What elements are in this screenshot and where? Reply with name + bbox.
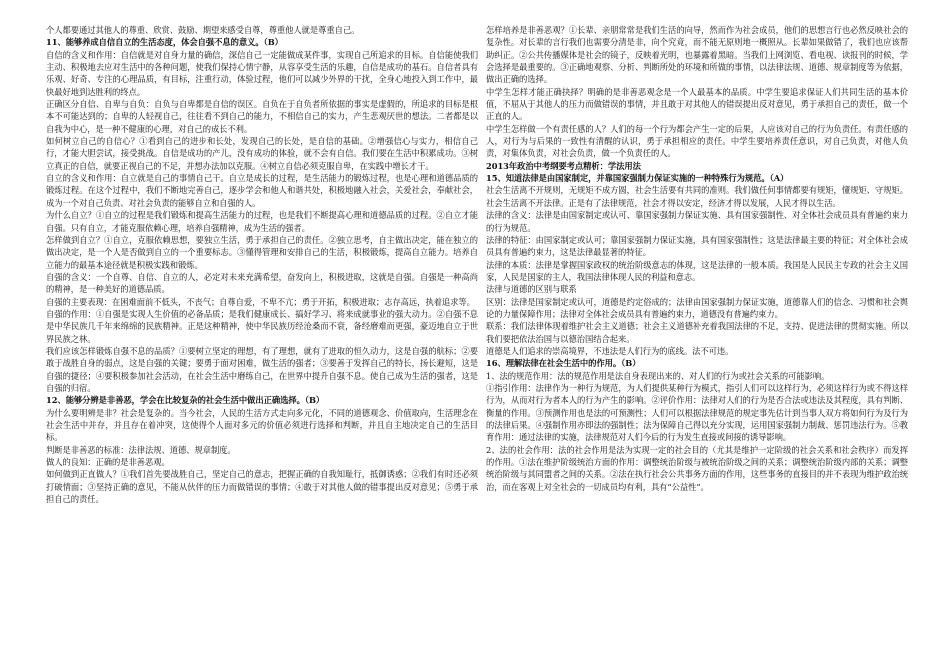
section-heading: 12、能够分辨是非善恶，学会在比较复杂的社会生活中做出正确选择。（B） xyxy=(46,395,325,406)
section-heading: 2013年政治中考纲要考点精析：学法用法 xyxy=(486,160,641,171)
paragraph: 怎样培养是非善恶观？①长辈、亲朋常常是我们生活的向导，然而作为社会成员，他们的思想言行也必然反映社会的复杂性。对长辈的言行我们也需要分清是非，向个究竟，而不能无原则地一概照从。长辈如果做错了，我们也应该帮助纠正。②公共传播媒体是社会的镜子，反映着光明，也暴露着黑暗。当我们上网浏览、看电视、读报刊的时候，学会选择是最重要的。③正确地观察、分析、判断所处的环境和所做的事情，以法律法规、道德、规章制度等为依据，做出正确的选择。 xyxy=(486,25,908,85)
paragraph: 怎样做到自立？①自立，克服依赖思想，要独立生活，勇于承担自己的责任。②独立思考，自主做出决定，能在独立的做出决定，是一个人是否做到自立的一个重要标志。③懂得管理和安排自己的生活，积极锻炼，提高自立能力。培养自立能力的最基本途径就是积极实践和锻炼。 xyxy=(46,234,478,270)
paragraph: 中学生怎样做一个有责任感的人？人们的每一个行为都会产生一定的后果，人应该对自己的行为负责任。有责任感的人，对行为与后果的一致性有清醒的认识，勇于承担相应的责任。中学生要培养责任意识，对自己负责，对他人负责，对集体负责，对社会负责，做一个负责任的人。 xyxy=(486,123,908,159)
paragraph: 1、法的规范作用：法的规范作用是法自身表现出来的、对人们的行为或社会关系的可能影响。 xyxy=(486,370,830,381)
right-column xyxy=(486,24,908,493)
paragraph: 自信的含义和作用：自信就是对自身力量的确信，深信自己一定能做成某件事，实现自己所追求的目标。自信能使我们主动、积极地去应对生活中的各种问题，使我们保持心情宁静，从容享受生活的乐趣，自信是成功的基石。自信者具有乐观、好奇、专注的心理品质，有目标，注重行动，体验过程，他们可以减少外界的干扰，全身心地投入到工作中，最快最好地到达胜利的终点。 xyxy=(46,49,478,97)
paragraph: 法律的本质：法律是掌握国家政权的统治阶级意志的体现，这是法律的一般本质。我国是人民民主专政的社会主义国家，人民是国家的主人，我国法律体现人民的利益和意志。 xyxy=(486,259,908,282)
paragraph: 做人的良知：正确的是非善恶观。 xyxy=(46,457,170,468)
paragraph: 道德是人们追求的崇高境界，不违法是人们行为的底线。法不可违。 xyxy=(486,345,734,356)
paragraph: 正确区分自信、自卑与自负：自负与自卑都是自信的误区。自负在于自负者所依据的事实是虚假的，所追求的目标是根本不可能达到的；自卑的人轻视自己，往往看不到自己的能力，不相信自己的实力，产生悲观厌世的想法。二者都是以自我为中心，是一种不健康的心理，对自己的成长不利。 xyxy=(46,99,478,134)
section-heading: 16、理解法律在社会生活中的作用。（B） xyxy=(486,358,641,369)
paragraph: 为什么自立？①自立的过程是我们锻炼和提高生活能力的过程，也是我们不断提高心理和道德品质的过程。②自立才能自强。只有自立，才能克服依赖心理，培养自强精神，成为生活的强者。 xyxy=(46,210,478,233)
paragraph: 如何树立自己的自信心？①看到自己的进步和长处，发现自己的长处，是自信的基础。②增强信心与实力，相信自己行，才能大胆尝试，接受挑战。自信是成功的产儿，没有成功的体验，就不会有自信。我们要在生活中积累成功。③树立真正的自信，就要正视自己的不足，并想办法加以克服。④树立自信必须克服自卑，在实践中增长才干。 xyxy=(46,136,478,171)
section-heading: 11、能够养成自信自立的生活态度，体会自强不息的意义。（B） xyxy=(46,37,283,48)
paragraph: 判断是非善恶的标准：法律法规、道德、规章制度。 xyxy=(46,444,236,455)
paragraph: 自强的主要表现：在困难面前不低头，不丧气；自尊自爱，不卑不亢；勇于开拓，积极进取；志存高远，执着追求等。 xyxy=(46,296,475,307)
left-column xyxy=(46,24,478,505)
paragraph: 区别：法律是国家制定或认可，道德是约定俗成的；法律由国家强制力保证实施，道德靠人们的信念、习惯和社会舆论的力量保障作用；法律对全体社会成员具有普遍约束力，道德没有普遍约束力。 xyxy=(486,296,908,319)
paragraph: 自强的作用：①自强是实现人生价值的必备品质；是我们健康成长、搞好学习、将来成就事业的强大动力。②自强不息是中华民族几千年来绵绵的民族精神。正是这种精神，使中华民族历经沧桑而不衰，备经磨难而更强，豪迈地自立于世界民族之林。 xyxy=(46,308,478,344)
paragraph: 如何做到正直做人？①我们首先要战胜自己，坚定自己的意志，把握正确的自我知耻行，抵御诱惑；②我们有时还必须打破情面；③坚持正确的意见，不能从伙伴的压力而做错误的事情；④敢于对其他人做的错事提出反对意见；⑤勇于承担自己的责任。 xyxy=(46,469,478,505)
paragraph: 个人都要通过其他人的尊重、欣赏、鼓励、期望来感受自尊，尊重他人就是尊重自己。 xyxy=(46,25,360,35)
paragraph: 中学生怎样才能正确抉择？明确的是非善恶观念是一个人最基本的品质。中学生要追求保证人们共同生活的基本价值，不屈从于其他人的压力而做错误的事情，并且敢于对其他人的错误提出反对意见，勇于承担自己的责任，做一个正直的人。 xyxy=(486,86,908,122)
paragraph: 我们应该怎样锻炼自强不息的品质？①要树立坚定的理想，有了理想，就有了进取的恒久动力，这是自强的航标；②要敢于战胜自身的弱点，这是自强的关键；要勇于面对困难，做生活的强者；③要善于发挥自己的特长，扬长避短，这是自强的捷径；④要积极参加社会活动，在社会生活中磨练自己，在世界中提升自强不息。使自己成为生活的强者，这是自强的归宿。 xyxy=(46,345,478,393)
paragraph: 法律与道德的区别与联系 xyxy=(486,284,577,295)
paragraph: 法律的特征：由国家制定或认可；靠国家强制力保证实施，具有国家强制性；这是法律最主要的特征；对全体社会成员具有普遍约束力，这是法律最显著的特征。 xyxy=(486,234,908,258)
section-heading: 15、知道法律是由国家制定，并靠国家强制力保证实施的一种特殊行为规范。（A） xyxy=(486,173,789,184)
paragraph: 为什么要明辨是非？社会是复杂的。当今社会，人民的生活方式走向多元化，不同的道德观念、价值取向，生活理念在社会生活中并存，并且存在着冲突，这使得个人面对多元的价值必须进行选择和判断，并且自主地决定自己的生活目标。 xyxy=(46,407,478,443)
paragraph: 法律的含义：法律是由国家制定或认可、靠国家强制力保证实施、具有国家强制性、对全体社会成员具有普遍约束力的行为规范。 xyxy=(486,210,908,233)
paragraph: ①指引作用：法律作为一种行为规范，为人们提供某种行为模式，指引人们可以这样行为，必须这样行为或不得这样行为，从而对行为者本人的行为产生的影响。②评价作用：法律对人们的行为是否合法或违法及其程度，具有判断、衡量的作用。③预测作用也是法的可预测性；人们可以根据法律规范的规定事先估计到当事人双方将如何行为及行为的法律后果。④强制作用亦即法的强制性；法为保障自己得以充分实现，运用国家强制力制裁、惩罚违法行为。⑤教育作用：通过法律的实施，法律规范对人们今后的行为发生直接或间接的诱导影响。 xyxy=(486,382,908,443)
paragraph: 联系：我们法律体现着维护社会主义道德；社会主义道德补充着我国法律的不足，支持、促进法律的贯彻实施。所以我们要把依法治国与以德治国结合起来。 xyxy=(486,321,908,344)
paragraph: 2、法的社会作用：法的社会作用是法为实现一定的社会目的（尤其是维护一定阶级的社会关系和社会秩序）而发挥的作用。①法在维护阶级统治方面的作用：调整统治阶级与被统治阶级之间的关系；调整统治阶级内部的关系；调整统治阶级与其同盟者之间的关系。②法在执行社会公共事务方面的作用，这些事务的直接目的并不表现为维护政治统治，而在客观上对全社会的一切成员均有利，具有“公益性”。 xyxy=(486,444,908,492)
paragraph: 自强的含义：一个自尊、自信、自立的人，必定对未来充满希望，奋发向上，积极进取，这就是自强。自强是一种高尚的精神，是一种美好的道德品质。 xyxy=(46,271,478,295)
paragraph: 社会生活离不开规则，无规矩不成方圆，社会生活要有共同的准则。我们做任何事情都要有规矩，懂规矩、守规矩。社会生活离不开法律。正是有了法律规范，社会才得以安定，经济才得以发展，人民才得以生活。 xyxy=(486,185,908,208)
paragraph: 自立的含义和作用：自立就是自己的事情自己干。自立是成长的过程，是生活能力的锻炼过程，也是心理和道德品质的锻炼过程。在这个过程中，我们不断地完善自己，逐步学会和他人和谐共处，积极地融入社会，关爱社会，奉献社会，成为一个对自己负责、对社会负责的能够自立和自强的人。 xyxy=(46,173,478,208)
